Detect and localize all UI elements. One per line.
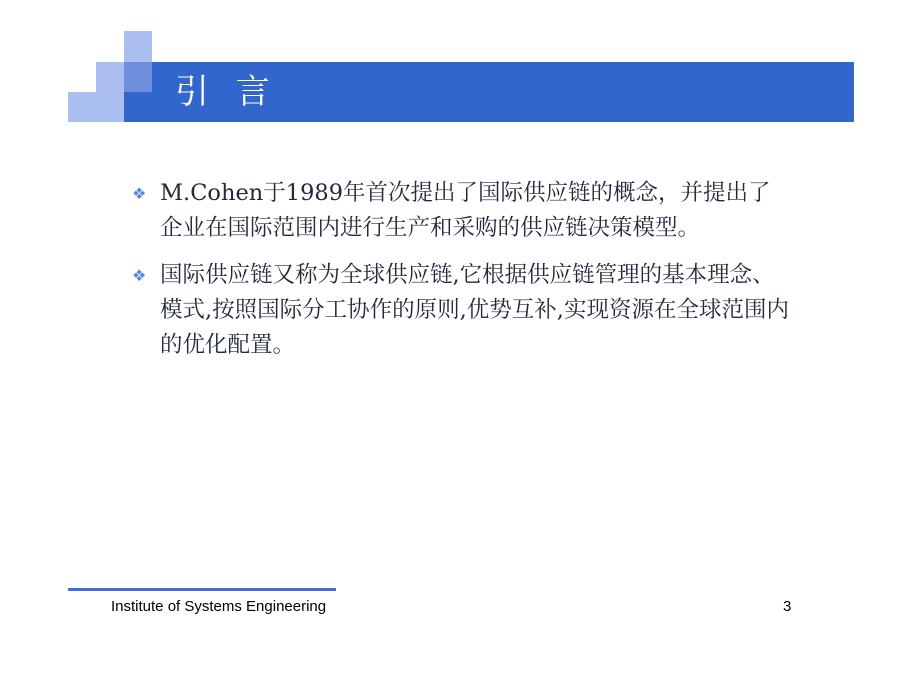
- bullet-text: M.Cohen于1989年首次提出了国际供应链的概念，并提出了企业在国际范围内进行生产和采购的供应链决策模型。: [160, 180, 771, 241]
- diamond-bullet-icon: ❖: [132, 266, 147, 285]
- bullet-item: [132, 258, 792, 363]
- decor-square: [96, 92, 124, 122]
- decor-square: [124, 62, 152, 92]
- decor-square: [124, 31, 152, 62]
- footer-institute: Institute of Systems Engineering: [111, 598, 327, 615]
- page-number: 3: [783, 598, 792, 615]
- decor-square: [68, 92, 96, 122]
- decor-square: [96, 62, 124, 92]
- decor-square: [124, 92, 152, 122]
- footer-divider: [68, 588, 336, 591]
- slide-title: 引 言: [175, 72, 278, 112]
- bullet-item: [132, 176, 792, 246]
- bullet-text: 国际供应链又称为全球供应链,它根据供应链管理的基本理念、模式,按照国际分工协作的原则,优势互补,实现资源在全球范围内的优化配置。: [160, 262, 789, 358]
- diamond-bullet-icon: ❖: [132, 184, 147, 203]
- bullet-list: [132, 176, 792, 375]
